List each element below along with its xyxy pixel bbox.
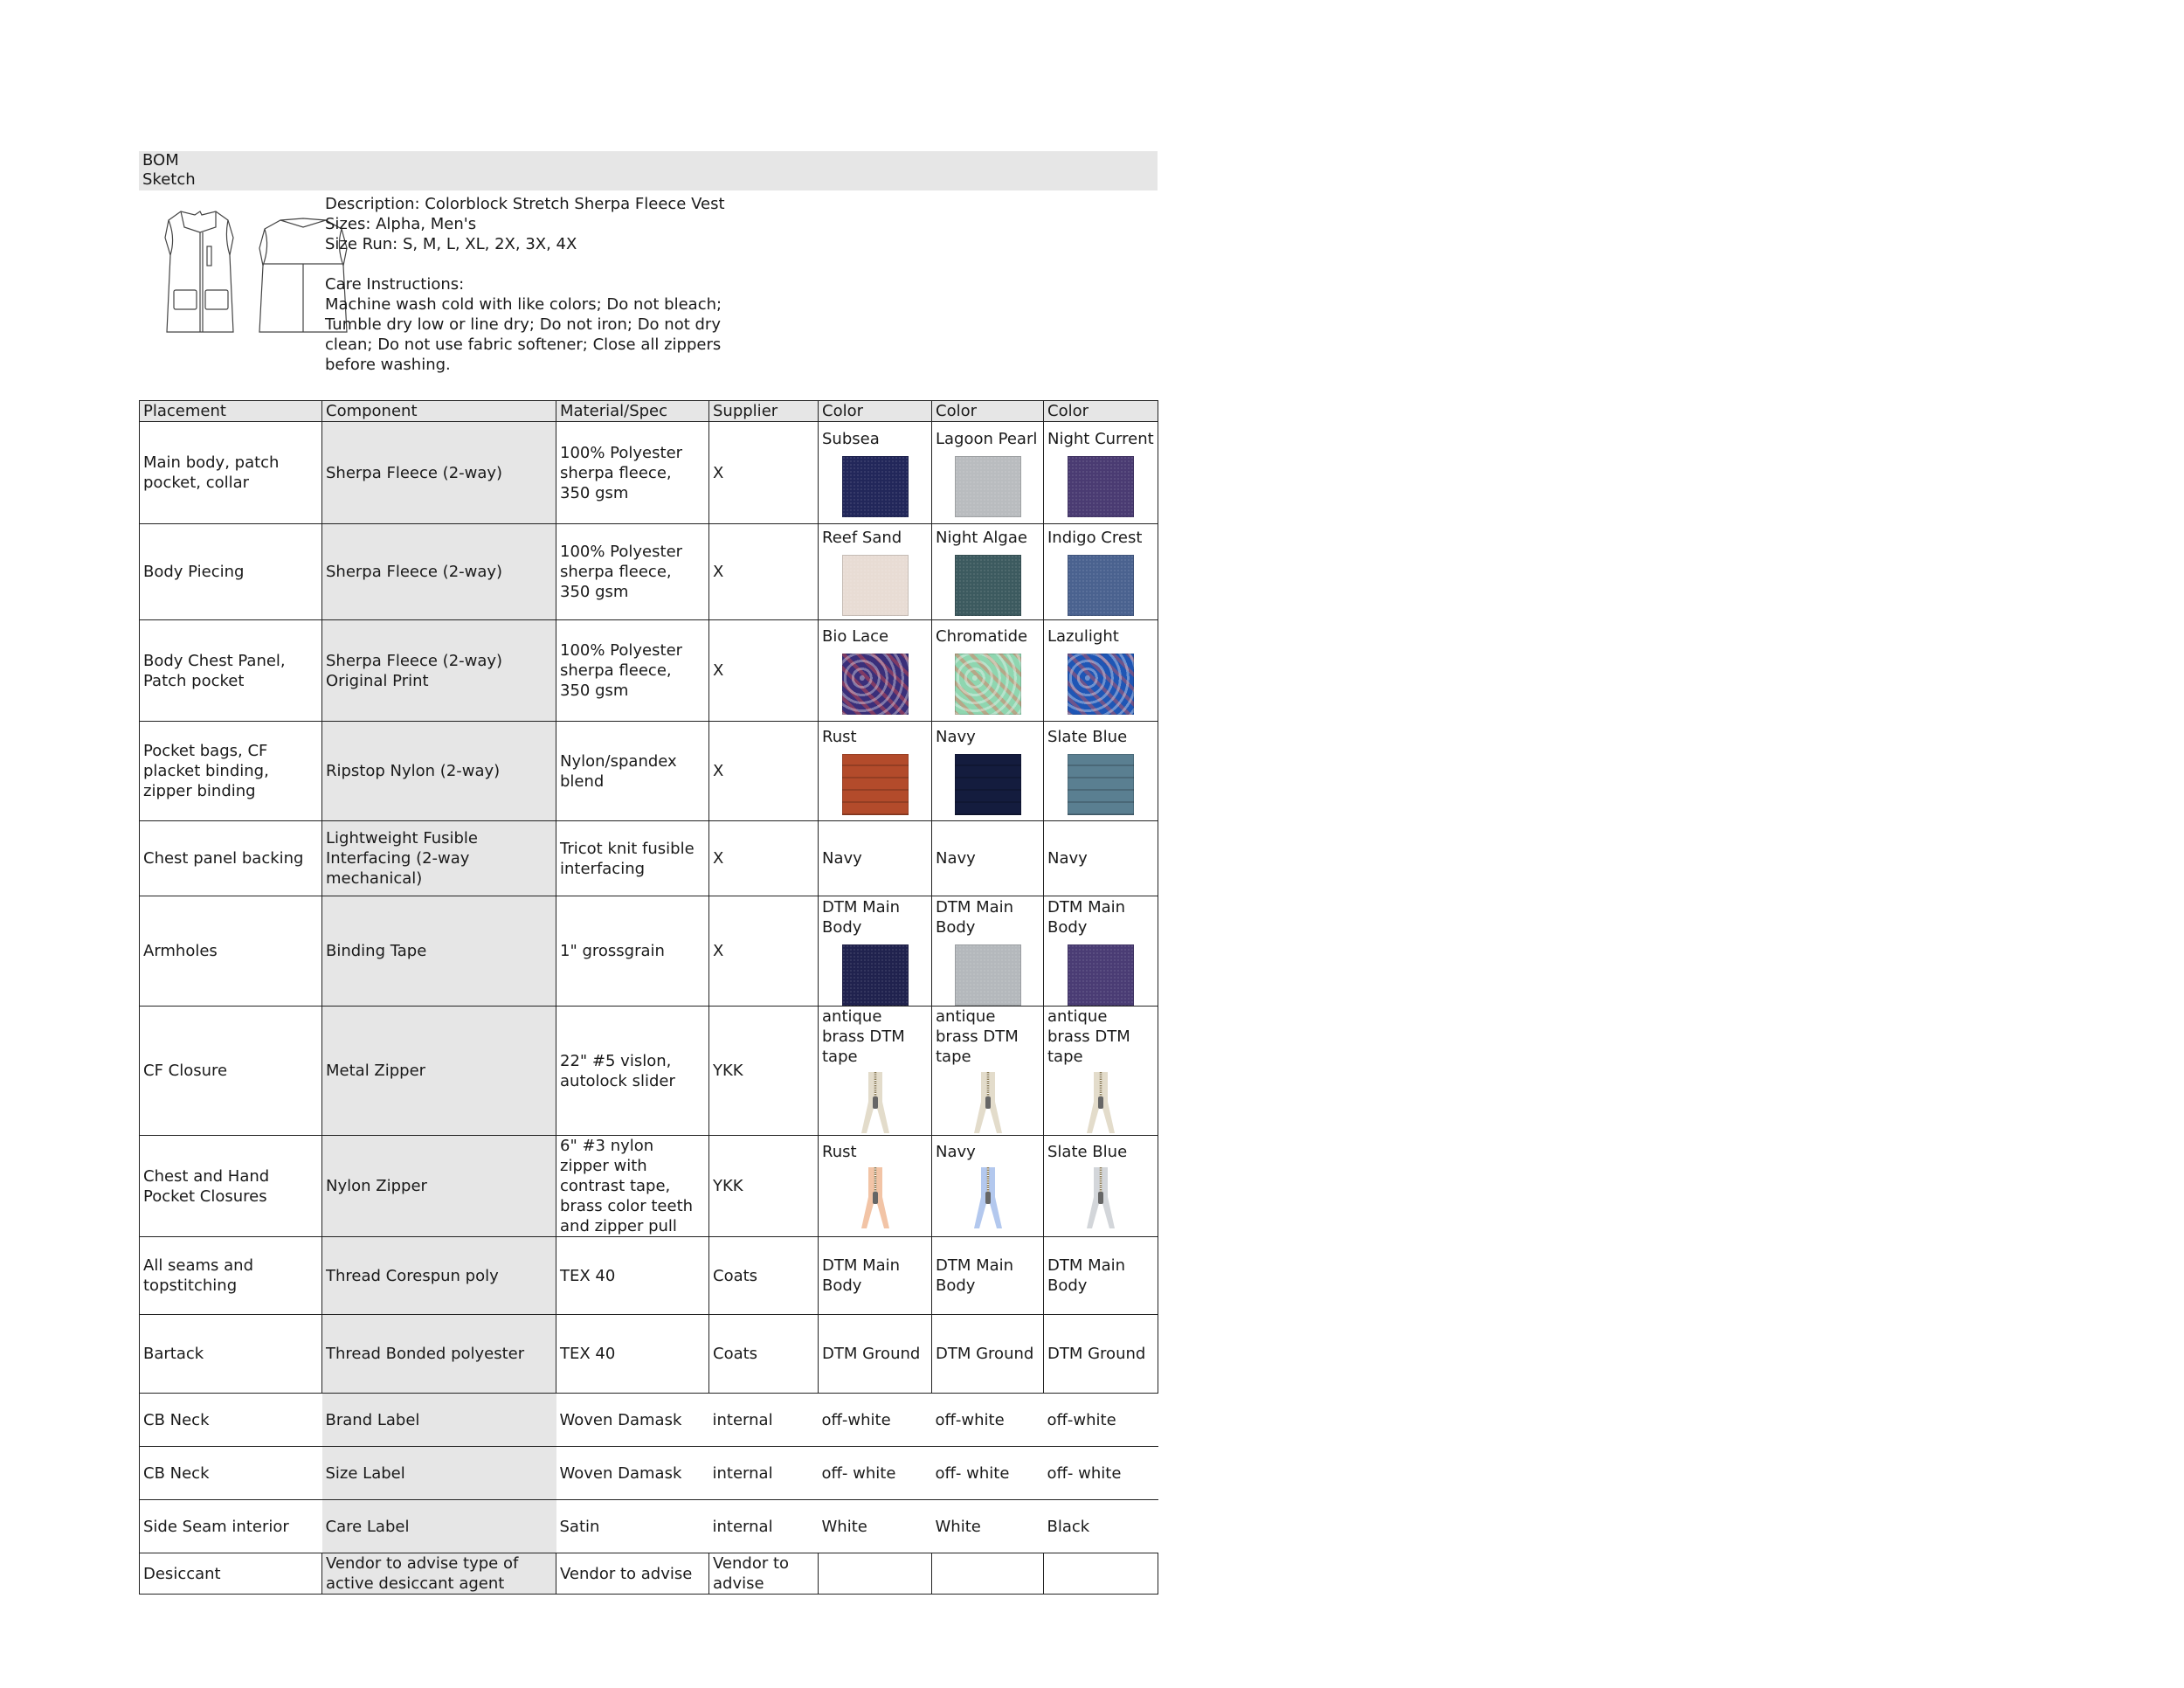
color-cell — [932, 821, 1044, 896]
table-row — [140, 1447, 1158, 1500]
color-name: Rust — [822, 1143, 857, 1161]
color-cell — [1044, 620, 1158, 722]
bom-sheet — [139, 151, 1158, 1595]
color-name: Navy — [936, 728, 976, 746]
supplier-cell: X — [709, 896, 819, 1007]
color-swatch — [842, 456, 909, 517]
color-cell — [1044, 1237, 1158, 1315]
care-title: Care Instructions: — [325, 275, 465, 294]
material-cell: Nylon/spandex blend — [556, 722, 709, 821]
color-name: antique brass DTM tape — [1047, 1007, 1130, 1066]
table-row — [140, 1007, 1158, 1136]
component-cell: Ripstop Nylon (2-way) — [322, 722, 556, 821]
placement-cell: Desiccant — [140, 1553, 322, 1595]
zipper-icon — [1083, 1166, 1118, 1230]
color-cell — [1044, 1007, 1158, 1136]
color-cell — [1044, 722, 1158, 821]
color-name: DTM Main Body — [936, 1256, 1014, 1295]
color-name: DTM Main Body — [822, 897, 901, 937]
table-row — [140, 1500, 1158, 1553]
bom-title: BOM — [142, 151, 179, 169]
color-name: Navy — [1047, 849, 1088, 868]
color-name: DTM Ground — [822, 1345, 921, 1363]
color-cell — [819, 422, 932, 524]
component-cell: Sherpa Fleece (2-way) Original Print — [322, 620, 556, 722]
color-name: Slate Blue — [1047, 728, 1128, 746]
component-cell: Sherpa Fleece (2-way) — [322, 422, 556, 524]
color-name: DTM Main Body — [1047, 1256, 1126, 1295]
color-cell — [1044, 422, 1158, 524]
color-name: DTM Main Body — [822, 1256, 901, 1295]
color-cell — [932, 1500, 1044, 1553]
color-name: Indigo Crest — [1047, 529, 1143, 547]
color-swatch — [842, 754, 909, 815]
placement-cell: All seams and topstitching — [140, 1237, 322, 1315]
component-cell: Vendor to advise type of active desiccant agent — [322, 1553, 556, 1595]
color-cell — [1044, 1394, 1158, 1447]
supplier-cell: X — [709, 821, 819, 896]
placement-cell: Body Piecing — [140, 524, 322, 620]
sizes-text: Sizes: Alpha, Men's — [325, 215, 477, 233]
supplier-cell: internal — [709, 1447, 819, 1500]
component-cell: Brand Label — [322, 1394, 556, 1447]
color-swatch — [955, 456, 1021, 517]
color-name: antique brass DTM tape — [822, 1007, 905, 1066]
description-text: Description: Colorblock Stretch Sherpa Fleece Vest — [325, 195, 725, 213]
supplier-cell: Coats — [709, 1315, 819, 1394]
supplier-cell: internal — [709, 1394, 819, 1447]
color-cell — [819, 1500, 932, 1553]
color-name: Lagoon Pearl — [936, 429, 1038, 448]
component-cell: Thread Corespun poly — [322, 1237, 556, 1315]
color-swatch — [1068, 944, 1134, 1006]
color-cell — [932, 896, 1044, 1007]
zipper-icon — [1083, 1070, 1118, 1135]
zipper-icon — [971, 1166, 1006, 1230]
col-component: Component — [322, 401, 556, 422]
table-header-row — [140, 401, 1158, 422]
color-swatch — [1068, 654, 1134, 715]
color-name: Navy — [936, 849, 976, 868]
placement-cell: CB Neck — [140, 1394, 322, 1447]
color-cell — [932, 1394, 1044, 1447]
placement-cell: Pocket bags, CF placket binding, zipper binding — [140, 722, 322, 821]
color-cell — [1044, 1500, 1158, 1553]
color-name: Black — [1047, 1517, 1090, 1536]
color-cell — [932, 1007, 1044, 1136]
color-name: White — [821, 1517, 867, 1536]
material-cell: TEX 40 — [556, 1315, 709, 1394]
material-cell: Woven Damask — [556, 1394, 709, 1447]
color-cell — [1044, 1136, 1158, 1237]
color-name: antique brass DTM tape — [936, 1007, 1019, 1066]
material-cell: 1" grossgrain — [556, 896, 709, 1007]
color-cell — [1044, 821, 1158, 896]
bom-table — [139, 400, 1158, 1595]
color-name: off-white — [1047, 1410, 1116, 1429]
color-cell — [1044, 524, 1158, 620]
placement-cell: Body Chest Panel, Patch pocket — [140, 620, 322, 722]
component-cell: Lightweight Fusible Interfacing (2-way mechanical) — [322, 821, 556, 896]
color-cell — [819, 1237, 932, 1315]
color-cell — [932, 524, 1044, 620]
color-name: off-white — [935, 1410, 1005, 1429]
col-color-2: Color — [932, 401, 1044, 422]
placement-cell: Main body, patch pocket, collar — [140, 422, 322, 524]
color-name: off- white — [821, 1463, 896, 1483]
color-cell — [932, 1136, 1044, 1237]
color-cell — [819, 722, 932, 821]
color-cell — [819, 1394, 932, 1447]
material-cell: 6" #3 nylon zipper with contrast tape, brass color teeth and zipper pull — [556, 1136, 709, 1237]
supplier-cell: X — [709, 722, 819, 821]
color-name: Navy — [822, 849, 862, 868]
material-cell: Vendor to advise — [556, 1553, 709, 1595]
sketch-label: Sketch — [142, 170, 196, 189]
color-cell — [932, 1447, 1044, 1500]
color-name: off- white — [935, 1463, 1010, 1483]
color-cell — [819, 821, 932, 896]
material-cell: 100% Polyester sherpa fleece, 350 gsm — [556, 422, 709, 524]
table-row — [140, 620, 1158, 722]
product-info — [139, 190, 1158, 400]
color-swatch — [955, 754, 1021, 815]
supplier-cell: YKK — [709, 1007, 819, 1136]
bom-body — [140, 422, 1158, 1595]
table-row — [140, 1553, 1158, 1595]
table-row — [140, 422, 1158, 524]
col-color-3: Color — [1044, 401, 1158, 422]
supplier-cell: X — [709, 524, 819, 620]
color-name: White — [935, 1517, 981, 1536]
color-cell — [819, 1447, 932, 1500]
zipper-icon — [858, 1166, 893, 1230]
component-cell: Size Label — [322, 1447, 556, 1500]
color-cell — [932, 1315, 1044, 1394]
color-cell — [1044, 1447, 1158, 1500]
material-cell: 100% Polyester sherpa fleece, 350 gsm — [556, 620, 709, 722]
table-row — [140, 1394, 1158, 1447]
supplier-cell: X — [709, 422, 819, 524]
placement-cell: CF Closure — [140, 1007, 322, 1136]
supplier-cell: Coats — [709, 1237, 819, 1315]
component-cell: Metal Zipper — [322, 1007, 556, 1136]
header-band — [139, 151, 1158, 190]
color-cell — [819, 620, 932, 722]
color-swatch — [955, 944, 1021, 1006]
size-run-text: Size Run: S, M, L, XL, 2X, 3X, 4X — [325, 235, 577, 253]
material-cell: TEX 40 — [556, 1237, 709, 1315]
color-name: Night Current — [1047, 429, 1154, 448]
color-cell — [932, 722, 1044, 821]
color-cell — [819, 1007, 932, 1136]
material-cell: Tricot knit fusible interfacing — [556, 821, 709, 896]
placement-cell: Bartack — [140, 1315, 322, 1394]
color-name: DTM Ground — [1047, 1345, 1146, 1363]
col-placement: Placement — [140, 401, 322, 422]
table-row — [140, 722, 1158, 821]
placement-cell: Chest and Hand Pocket Closures — [140, 1136, 322, 1237]
color-name: Rust — [822, 728, 857, 746]
color-name: Bio Lace — [822, 627, 889, 646]
color-name: Slate Blue — [1047, 1143, 1128, 1161]
supplier-cell: internal — [709, 1500, 819, 1553]
placement-cell: CB Neck — [140, 1447, 322, 1500]
color-swatch — [1068, 555, 1134, 616]
color-name: Subsea — [822, 429, 880, 448]
color-name: DTM Main Body — [936, 897, 1014, 937]
component-cell: Binding Tape — [322, 896, 556, 1007]
color-cell — [819, 1315, 932, 1394]
table-row — [140, 1136, 1158, 1237]
color-swatch — [842, 944, 909, 1006]
color-cell — [932, 1237, 1044, 1315]
color-cell — [932, 422, 1044, 524]
color-cell — [932, 1553, 1044, 1595]
table-row — [140, 1237, 1158, 1315]
component-cell: Nylon Zipper — [322, 1136, 556, 1237]
component-cell: Care Label — [322, 1500, 556, 1553]
color-name: Reef Sand — [822, 529, 902, 547]
component-cell: Thread Bonded polyester — [322, 1315, 556, 1394]
col-material: Material/Spec — [556, 401, 709, 422]
color-cell — [819, 1136, 932, 1237]
care-instructions: Machine wash cold with like colors; Do not bleach; Tumble dry low or line dry; Do not iron; Do not dry clean; Do not use fabric softener; Close all zippers before washing. — [325, 295, 722, 374]
color-cell — [932, 620, 1044, 722]
color-name: DTM Ground — [936, 1345, 1034, 1363]
color-name: DTM Main Body — [1047, 897, 1126, 937]
material-cell: Woven Damask — [556, 1447, 709, 1500]
color-swatch — [1068, 754, 1134, 815]
placement-cell: Armholes — [140, 896, 322, 1007]
color-name: Lazulight — [1047, 627, 1119, 646]
zipper-icon — [858, 1070, 893, 1135]
placement-cell: Chest panel backing — [140, 821, 322, 896]
col-color-1: Color — [819, 401, 932, 422]
table-row — [140, 896, 1158, 1007]
table-row — [140, 524, 1158, 620]
color-name: Night Algae — [936, 529, 1027, 547]
color-swatch — [842, 555, 909, 616]
color-swatch — [955, 654, 1021, 715]
color-cell — [819, 896, 932, 1007]
material-cell: Satin — [556, 1500, 709, 1553]
material-cell: 100% Polyester sherpa fleece, 350 gsm — [556, 524, 709, 620]
product-description — [325, 194, 727, 375]
color-cell — [1044, 896, 1158, 1007]
col-supplier: Supplier — [709, 401, 819, 422]
zipper-icon — [971, 1070, 1006, 1135]
color-cell — [819, 1553, 932, 1595]
color-swatch — [842, 654, 909, 715]
table-row — [140, 821, 1158, 896]
supplier-cell: Vendor to advise — [709, 1553, 819, 1595]
component-cell: Sherpa Fleece (2-way) — [322, 524, 556, 620]
color-cell — [1044, 1315, 1158, 1394]
material-cell: 22" #5 vislon, autolock slider — [556, 1007, 709, 1136]
color-cell — [819, 524, 932, 620]
placement-cell: Side Seam interior — [140, 1500, 322, 1553]
color-cell — [1044, 1553, 1158, 1595]
supplier-cell: X — [709, 620, 819, 722]
color-name: off- white — [1047, 1463, 1122, 1483]
color-name: Navy — [936, 1143, 976, 1161]
color-name: Chromatide — [936, 627, 1028, 646]
color-swatch — [1068, 456, 1134, 517]
table-row — [140, 1315, 1158, 1394]
color-swatch — [955, 555, 1021, 616]
color-name: off-white — [821, 1410, 891, 1429]
supplier-cell: YKK — [709, 1136, 819, 1237]
